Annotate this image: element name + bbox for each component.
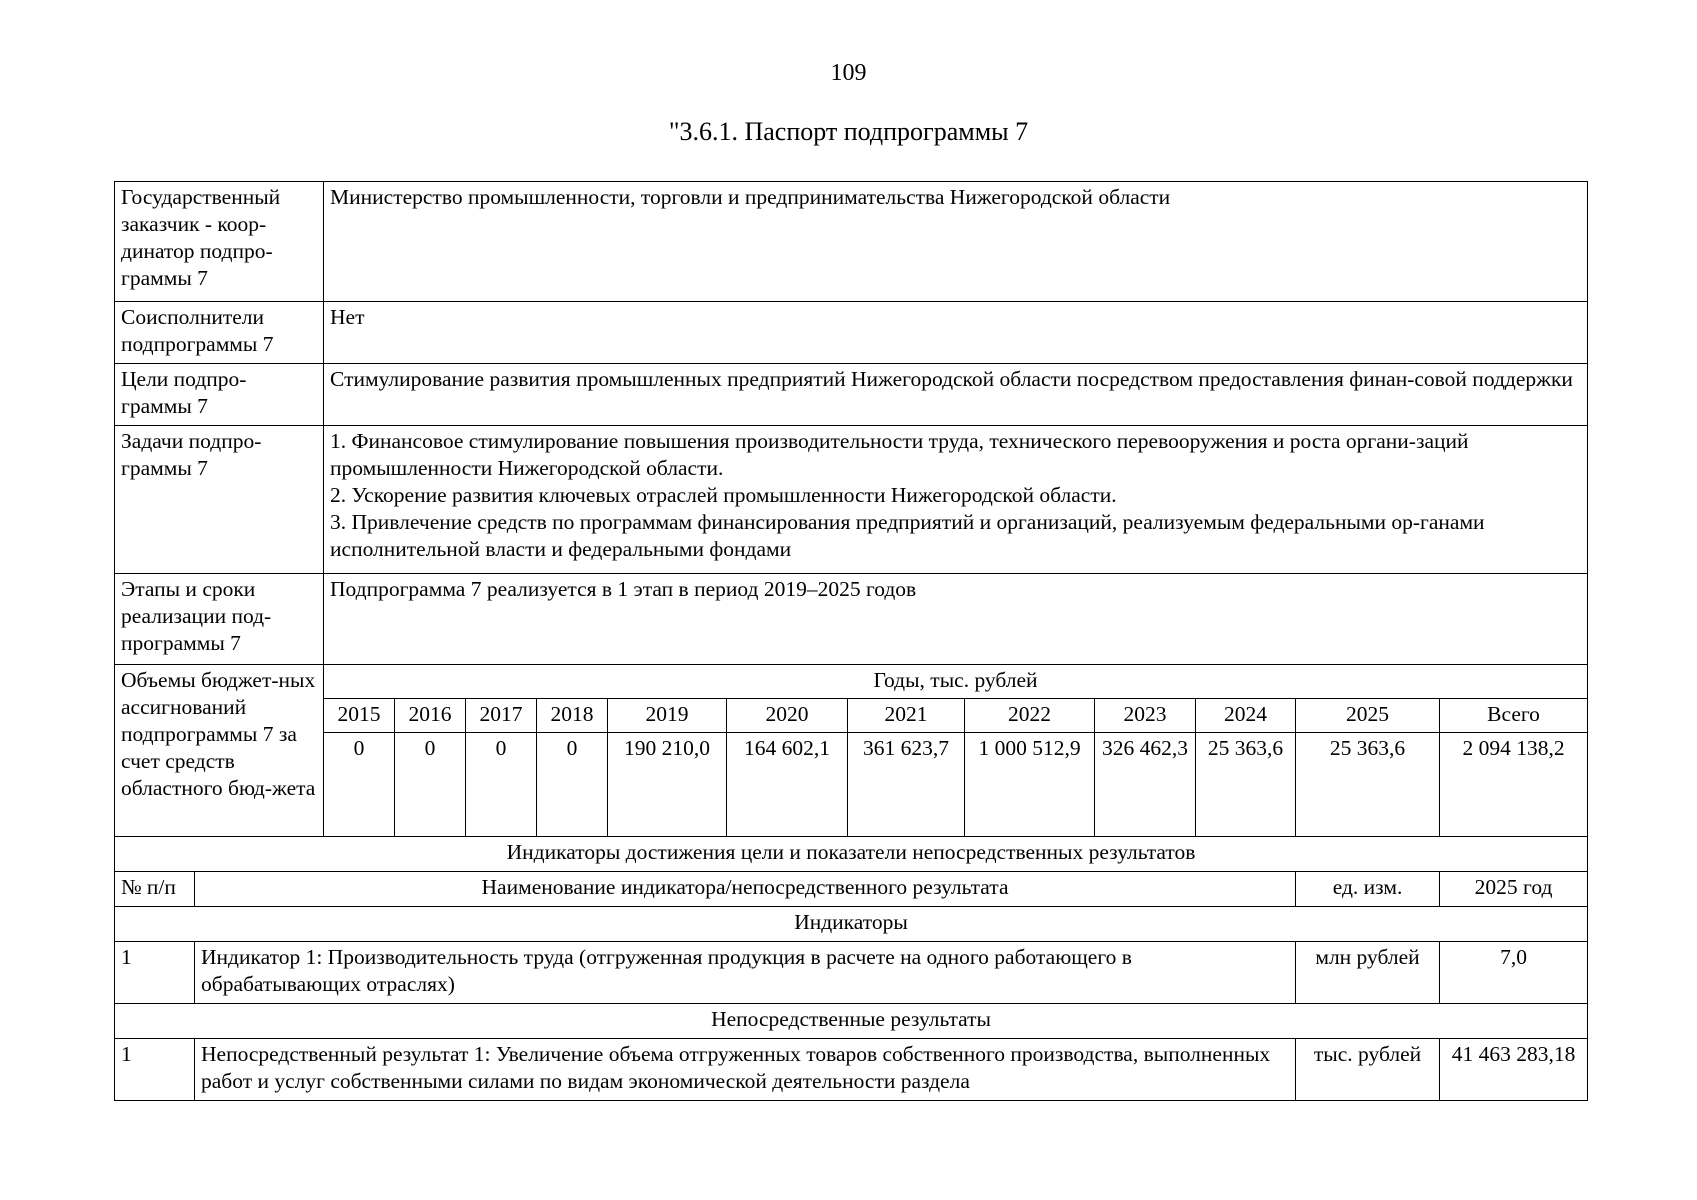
- result-unit: тыс. рублей: [1296, 1039, 1440, 1101]
- indicator-name: Индикатор 1: Производительность труда (отгруженная продукция в расчете на одного работающего в обрабатывающих отраслях): [195, 942, 1296, 1004]
- document-title: "3.6.1. Паспорт подпрограммы 7: [668, 117, 1029, 146]
- task-item: 3. Привлечение средств по программам финансирования предприятий и организаций, реализуемым федеральными ор-ганами исполнительной власти и федеральными фондами: [330, 510, 1485, 561]
- budget-year: 2025: [1296, 699, 1440, 733]
- row-results-title: [115, 1004, 1588, 1039]
- table-row: [115, 1039, 1588, 1101]
- result-num: 1: [115, 1039, 195, 1101]
- budget-year: 2024: [1196, 699, 1296, 733]
- row-budget-years: [115, 699, 1588, 733]
- table-row: [115, 942, 1588, 1004]
- row-indicators-columns: [115, 872, 1588, 907]
- row-tasks: [115, 426, 1588, 574]
- page-number: 109: [830, 60, 867, 86]
- budget-year-total: Всего: [1440, 699, 1588, 733]
- budget-year: 2020: [727, 699, 848, 733]
- goals-label: Цели подпро-граммы 7: [115, 364, 324, 426]
- row-indicators-section-title: [115, 837, 1588, 872]
- indicators-title: Индикаторы: [115, 907, 1588, 942]
- budget-year: 2023: [1095, 699, 1196, 733]
- budget-value: 0: [395, 733, 466, 837]
- results-title: Непосредственные результаты: [115, 1004, 1588, 1039]
- budget-value: 361 623,7: [848, 733, 965, 837]
- budget-value: 25 363,6: [1296, 733, 1440, 837]
- stages-value: Подпрограмма 7 реализуется в 1 этап в период 2019–2025 годов: [324, 574, 1588, 665]
- column-name: Наименование индикатора/непосредственного результата: [195, 872, 1296, 907]
- row-customer: [115, 182, 1588, 302]
- budget-year: 2021: [848, 699, 965, 733]
- budget-value-total: 2 094 138,2: [1440, 733, 1588, 837]
- budget-value: 164 602,1: [727, 733, 848, 837]
- row-coexecutors: [115, 302, 1588, 364]
- budget-year: 2017: [466, 699, 537, 733]
- customer-label: Государственный заказчик - коор-динатор подпро-граммы 7: [115, 182, 324, 302]
- budget-year: 2019: [608, 699, 727, 733]
- tasks-value: [324, 426, 1588, 574]
- indicator-unit: млн рублей: [1296, 942, 1440, 1004]
- budget-value: 0: [537, 733, 608, 837]
- coexecutors-value: Нет: [324, 302, 1588, 364]
- customer-value: Министерство промышленности, торговли и предпринимательства Нижегородской области: [324, 182, 1588, 302]
- row-budget-header: [115, 665, 1588, 699]
- column-num: № п/п: [115, 872, 195, 907]
- budget-year: 2016: [395, 699, 466, 733]
- column-unit: ед. изм.: [1296, 872, 1440, 907]
- row-indicators-title: [115, 907, 1588, 942]
- coexecutors-label: Соисполнители подпрограммы 7: [115, 302, 324, 364]
- result-name: Непосредственный результат 1: Увеличение объема отгруженных товаров собственного производства, выполненных работ и услуг собственными силами по видам экономической деятельности раздела: [195, 1039, 1296, 1101]
- budget-value: 0: [466, 733, 537, 837]
- goals-value: Стимулирование развития промышленных предприятий Нижегородской области посредством предоставления финан-совой поддержки: [324, 364, 1588, 426]
- task-item: 1. Финансовое стимулирование повышения производительности труда, технического перевооружения и роста органи-заций промышленности Нижегородской области.: [330, 429, 1469, 480]
- budget-year: 2022: [965, 699, 1095, 733]
- indicator-value: 7,0: [1440, 942, 1588, 1004]
- budget-value: 190 210,0: [608, 733, 727, 837]
- tasks-label: Задачи подпро-граммы 7: [115, 426, 324, 574]
- indicators-section-title: Индикаторы достижения цели и показатели непосредственных результатов: [115, 837, 1588, 872]
- budget-label: Объемы бюджет-ных ассигнований подпрограммы 7 за счет средств областного бюд-жета: [115, 665, 324, 837]
- stages-label: Этапы и сроки реализации под-программы 7: [115, 574, 324, 665]
- indicator-num: 1: [115, 942, 195, 1004]
- row-goals: [115, 364, 1588, 426]
- budget-year: 2015: [324, 699, 395, 733]
- budget-year: 2018: [537, 699, 608, 733]
- task-item: 2. Ускорение развития ключевых отраслей промышленности Нижегородской области.: [330, 483, 1117, 507]
- budget-header: Годы, тыс. рублей: [324, 665, 1588, 699]
- budget-value: 25 363,6: [1196, 733, 1296, 837]
- result-value: 41 463 283,18: [1440, 1039, 1588, 1101]
- budget-value: 1 000 512,9: [965, 733, 1095, 837]
- column-year: 2025 год: [1440, 872, 1588, 907]
- passport-table: [114, 181, 1588, 1101]
- budget-value: 326 462,3: [1095, 733, 1196, 837]
- row-stages: [115, 574, 1588, 665]
- row-budget-values: [115, 733, 1588, 837]
- budget-value: 0: [324, 733, 395, 837]
